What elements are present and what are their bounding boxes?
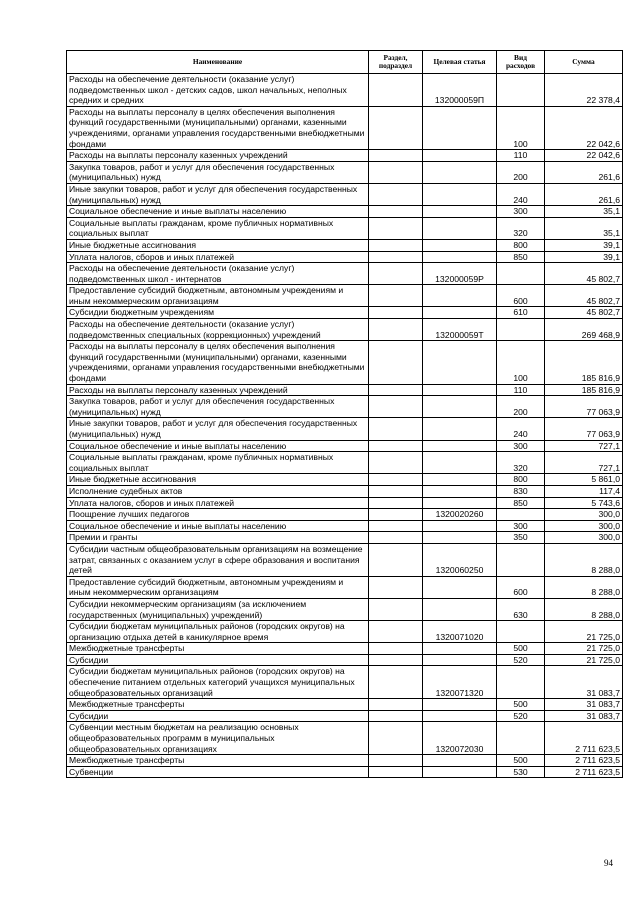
row-name: Социальное обеспечение и иные выплаты населению — [67, 440, 369, 452]
row-sum: 22 042,6 — [545, 106, 623, 149]
row-section — [369, 666, 423, 699]
row-sum: 35,1 — [545, 206, 623, 218]
table-row — [67, 319, 623, 341]
row-type: 300 — [497, 206, 545, 218]
row-type: 600 — [497, 576, 545, 598]
row-section — [369, 319, 423, 341]
row-name: Социальные выплаты гражданам, кроме публичных нормативных социальных выплат — [67, 452, 369, 474]
row-target — [423, 150, 497, 162]
row-section — [369, 766, 423, 778]
row-type — [497, 509, 545, 521]
row-type: 530 — [497, 766, 545, 778]
row-section — [369, 576, 423, 598]
row-sum: 5 861,0 — [545, 474, 623, 486]
row-type: 600 — [497, 285, 545, 307]
row-type: 610 — [497, 307, 545, 319]
row-target — [423, 497, 497, 509]
row-section — [369, 106, 423, 149]
row-section — [369, 452, 423, 474]
row-section — [369, 239, 423, 251]
table-row — [67, 239, 623, 251]
row-target — [423, 440, 497, 452]
row-type: 240 — [497, 418, 545, 440]
row-section — [369, 263, 423, 285]
row-target — [423, 217, 497, 239]
row-section — [369, 307, 423, 319]
row-name: Межбюджетные трансферты — [67, 643, 369, 655]
row-type — [497, 666, 545, 699]
row-name: Иные закупки товаров, работ и услуг для обеспечения государственных (муниципальных) нужд — [67, 183, 369, 205]
table-row — [67, 217, 623, 239]
row-section — [369, 509, 423, 521]
row-type: 520 — [497, 654, 545, 666]
table-row — [67, 755, 623, 767]
row-section — [369, 217, 423, 239]
row-sum: 2 711 623,5 — [545, 722, 623, 755]
row-target — [423, 239, 497, 251]
row-name: Премии и гранты — [67, 532, 369, 544]
row-sum: 185 816,9 — [545, 341, 623, 384]
row-target — [423, 384, 497, 396]
row-name: Иные бюджетные ассигнования — [67, 239, 369, 251]
row-name: Расходы на выплаты персоналу в целях обеспечения выполнения функций государственными (муниципальными) органами, казенными учреждениями, органами управления государственными внебюджетными фондами — [67, 341, 369, 384]
row-name: Субсидии частным общеобразовательным организациям на возмещение затрат, связанных с оказанием услуг в сфере образования и воспитания детей — [67, 543, 369, 576]
budget-table — [66, 50, 623, 778]
row-target — [423, 341, 497, 384]
row-name: Межбюджетные трансферты — [67, 755, 369, 767]
row-target — [423, 755, 497, 767]
row-section — [369, 150, 423, 162]
table-row — [67, 206, 623, 218]
row-name: Межбюджетные трансферты — [67, 699, 369, 711]
row-sum: 8 288,0 — [545, 543, 623, 576]
row-name: Предоставление субсидий бюджетным, автономным учреждениям и иным некоммерческим организациям — [67, 576, 369, 598]
row-type: 350 — [497, 532, 545, 544]
row-type — [497, 722, 545, 755]
row-type: 500 — [497, 699, 545, 711]
row-section — [369, 520, 423, 532]
row-name: Исполнение судебных актов — [67, 485, 369, 497]
row-sum: 300,0 — [545, 532, 623, 544]
table-row — [67, 654, 623, 666]
row-target — [423, 710, 497, 722]
row-name: Расходы на обеспечение деятельности (оказание услуг) подведомственных школ - интернатов — [67, 263, 369, 285]
table-row — [67, 576, 623, 598]
table-row — [67, 307, 623, 319]
row-section — [369, 74, 423, 107]
row-target — [423, 183, 497, 205]
table-row — [67, 520, 623, 532]
table-row — [67, 643, 623, 655]
row-sum: 45 802,7 — [545, 263, 623, 285]
row-name: Субсидии бюджетам муниципальных районов (городских округов) на организацию отдыха детей в каникулярное время — [67, 621, 369, 643]
row-sum: 5 743,6 — [545, 497, 623, 509]
table-row — [67, 598, 623, 620]
row-type: 100 — [497, 106, 545, 149]
row-section — [369, 161, 423, 183]
row-type — [497, 319, 545, 341]
page-number: 94 — [604, 858, 613, 868]
row-sum: 21 725,0 — [545, 643, 623, 655]
row-section — [369, 341, 423, 384]
row-name: Субсидии бюджетам муниципальных районов (городских округов) на обеспечение питанием отдельных категорий учащихся муниципальных общеобразовательных организаций — [67, 666, 369, 699]
row-target — [423, 452, 497, 474]
row-sum: 45 802,7 — [545, 285, 623, 307]
row-type: 200 — [497, 161, 545, 183]
row-target — [423, 654, 497, 666]
row-target — [423, 643, 497, 655]
row-type — [497, 543, 545, 576]
row-section — [369, 722, 423, 755]
table-row — [67, 418, 623, 440]
row-target — [423, 699, 497, 711]
row-type: 850 — [497, 251, 545, 263]
table-row — [67, 440, 623, 452]
row-target — [423, 106, 497, 149]
row-sum: 269 468,9 — [545, 319, 623, 341]
table-row — [67, 183, 623, 205]
row-sum: 727,1 — [545, 440, 623, 452]
table-row — [67, 74, 623, 107]
row-section — [369, 206, 423, 218]
row-target: 132000059П — [423, 74, 497, 107]
row-name: Субвенции местным бюджетам на реализацию основных общеобразовательных программ в муниципальных общеобразовательных организациях — [67, 722, 369, 755]
row-sum: 21 725,0 — [545, 654, 623, 666]
row-section — [369, 384, 423, 396]
row-target — [423, 396, 497, 418]
row-type: 520 — [497, 710, 545, 722]
table-row — [67, 285, 623, 307]
row-section — [369, 532, 423, 544]
row-type: 100 — [497, 341, 545, 384]
row-name: Социальное обеспечение и иные выплаты населению — [67, 206, 369, 218]
row-section — [369, 598, 423, 620]
row-sum: 727,1 — [545, 452, 623, 474]
row-section — [369, 497, 423, 509]
row-type — [497, 621, 545, 643]
row-target: 1320071320 — [423, 666, 497, 699]
row-sum: 8 288,0 — [545, 576, 623, 598]
row-section — [369, 699, 423, 711]
table-row — [67, 452, 623, 474]
row-sum: 2 711 623,5 — [545, 755, 623, 767]
row-target: 1320060250 — [423, 543, 497, 576]
header-name: Наименование — [67, 51, 369, 74]
row-type: 240 — [497, 183, 545, 205]
row-sum: 35,1 — [545, 217, 623, 239]
row-sum: 22 378,4 — [545, 74, 623, 107]
row-name: Расходы на обеспечение деятельности (оказание услуг) подведомственных специальных (коррекционных) учреждений — [67, 319, 369, 341]
table-row — [67, 396, 623, 418]
row-section — [369, 285, 423, 307]
row-section — [369, 755, 423, 767]
table-row — [67, 150, 623, 162]
row-name: Предоставление субсидий бюджетным, автономным учреждениям и иным некоммерческим организациям — [67, 285, 369, 307]
row-type: 200 — [497, 396, 545, 418]
row-name: Закупка товаров, работ и услуг для обеспечения государственных (муниципальных) нужд — [67, 396, 369, 418]
row-sum: 77 063,9 — [545, 418, 623, 440]
row-section — [369, 643, 423, 655]
row-sum: 2 711 623,5 — [545, 766, 623, 778]
table-row — [67, 106, 623, 149]
row-sum: 261,6 — [545, 183, 623, 205]
row-type: 800 — [497, 239, 545, 251]
row-name: Расходы на обеспечение деятельности (оказание услуг) подведомственных школ - детских садов, школ начальных, неполных средних и средних — [67, 74, 369, 107]
row-target — [423, 418, 497, 440]
row-sum: 39,1 — [545, 251, 623, 263]
row-sum: 31 083,7 — [545, 699, 623, 711]
row-type: 850 — [497, 497, 545, 509]
row-section — [369, 621, 423, 643]
row-sum: 300,0 — [545, 520, 623, 532]
row-type: 630 — [497, 598, 545, 620]
row-target: 1320072030 — [423, 722, 497, 755]
row-sum: 261,6 — [545, 161, 623, 183]
row-sum: 22 042,6 — [545, 150, 623, 162]
row-section — [369, 485, 423, 497]
table-row — [67, 341, 623, 384]
table-row — [67, 766, 623, 778]
row-name: Социальное обеспечение и иные выплаты населению — [67, 520, 369, 532]
table-row — [67, 497, 623, 509]
row-target: 132000059Р — [423, 263, 497, 285]
table-row — [67, 384, 623, 396]
row-sum: 8 288,0 — [545, 598, 623, 620]
row-name: Субсидии некоммерческим организациям (за исключением государственных (муниципальных) учреждений) — [67, 598, 369, 620]
row-target — [423, 598, 497, 620]
row-sum: 45 802,7 — [545, 307, 623, 319]
table-row — [67, 251, 623, 263]
row-target — [423, 520, 497, 532]
row-section — [369, 440, 423, 452]
table-row — [67, 722, 623, 755]
row-type: 110 — [497, 384, 545, 396]
row-name: Расходы на выплаты персоналу казенных учреждений — [67, 384, 369, 396]
row-target — [423, 206, 497, 218]
row-section — [369, 418, 423, 440]
row-sum: 77 063,9 — [545, 396, 623, 418]
row-type: 110 — [497, 150, 545, 162]
row-sum: 300,0 — [545, 509, 623, 521]
row-name: Поощрение лучших педагогов — [67, 509, 369, 521]
row-sum: 21 725,0 — [545, 621, 623, 643]
row-target — [423, 576, 497, 598]
row-section — [369, 183, 423, 205]
table-row — [67, 485, 623, 497]
row-target — [423, 532, 497, 544]
row-type: 320 — [497, 452, 545, 474]
table-row — [67, 543, 623, 576]
row-name: Иные бюджетные ассигнования — [67, 474, 369, 486]
header-target: Целевая статья — [423, 51, 497, 74]
row-type: 500 — [497, 643, 545, 655]
table-row — [67, 699, 623, 711]
table-row — [67, 263, 623, 285]
row-type — [497, 263, 545, 285]
row-sum: 117,4 — [545, 485, 623, 497]
row-target — [423, 161, 497, 183]
row-section — [369, 710, 423, 722]
row-name: Расходы на выплаты персоналу казенных учреждений — [67, 150, 369, 162]
row-target — [423, 766, 497, 778]
row-target: 132000059Т — [423, 319, 497, 341]
row-name: Иные закупки товаров, работ и услуг для обеспечения государственных (муниципальных) нужд — [67, 418, 369, 440]
header-type: Вид расходов — [497, 51, 545, 74]
row-type — [497, 74, 545, 107]
row-target — [423, 474, 497, 486]
table-row — [67, 474, 623, 486]
row-name: Субсидии — [67, 710, 369, 722]
row-name: Уплата налогов, сборов и иных платежей — [67, 251, 369, 263]
row-sum: 39,1 — [545, 239, 623, 251]
row-type: 300 — [497, 440, 545, 452]
row-target — [423, 485, 497, 497]
table-row — [67, 666, 623, 699]
row-name: Субсидии бюджетным учреждениям — [67, 307, 369, 319]
row-type: 800 — [497, 474, 545, 486]
row-section — [369, 543, 423, 576]
row-type: 830 — [497, 485, 545, 497]
table-row — [67, 710, 623, 722]
row-name: Субсидии — [67, 654, 369, 666]
row-target: 1320020260 — [423, 509, 497, 521]
row-target — [423, 285, 497, 307]
row-sum: 31 083,7 — [545, 710, 623, 722]
table-body — [67, 74, 623, 778]
row-section — [369, 474, 423, 486]
row-name: Уплата налогов, сборов и иных платежей — [67, 497, 369, 509]
table-row — [67, 161, 623, 183]
row-target — [423, 307, 497, 319]
row-sum: 31 083,7 — [545, 666, 623, 699]
row-sum: 185 816,9 — [545, 384, 623, 396]
row-type: 500 — [497, 755, 545, 767]
row-type: 300 — [497, 520, 545, 532]
row-name: Социальные выплаты гражданам, кроме публичных нормативных социальных выплат — [67, 217, 369, 239]
header-row — [67, 51, 623, 74]
row-section — [369, 396, 423, 418]
row-name: Субвенции — [67, 766, 369, 778]
row-target: 1320071020 — [423, 621, 497, 643]
table-row — [67, 509, 623, 521]
row-section — [369, 251, 423, 263]
row-name: Закупка товаров, работ и услуг для обеспечения государственных (муниципальных) нужд — [67, 161, 369, 183]
row-section — [369, 654, 423, 666]
row-type: 320 — [497, 217, 545, 239]
row-name: Расходы на выплаты персоналу в целях обеспечения выполнения функций государственными (муниципальными) органами, казенными учреждениями, органами управления государственными внебюджетными фондами — [67, 106, 369, 149]
table-row — [67, 532, 623, 544]
table-row — [67, 621, 623, 643]
header-sum: Сумма — [545, 51, 623, 74]
row-target — [423, 251, 497, 263]
header-section: Раздел, подраздел — [369, 51, 423, 74]
